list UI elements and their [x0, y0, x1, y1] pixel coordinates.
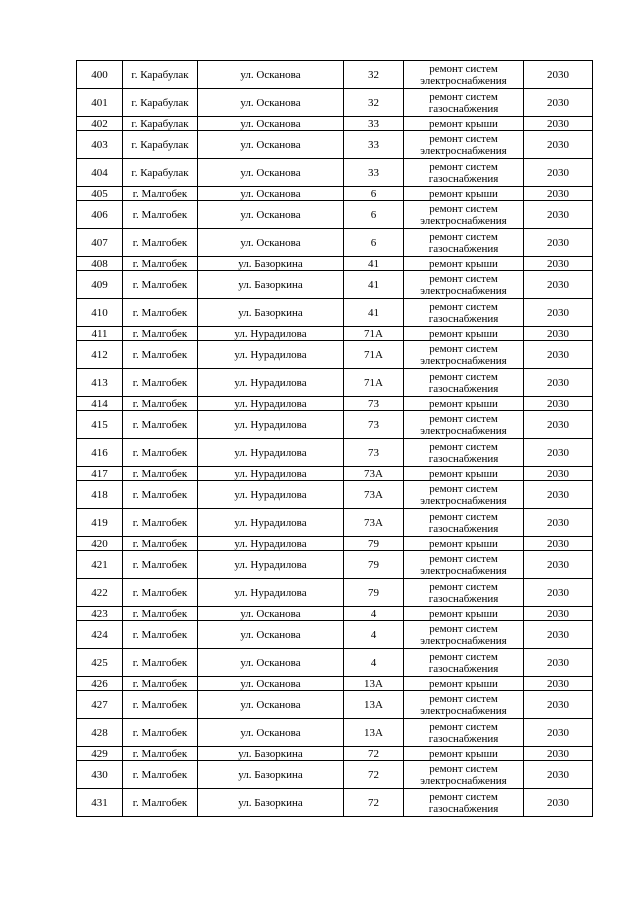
house-cell: 79	[344, 579, 404, 607]
row-number-cell: 409	[77, 271, 123, 299]
city-cell: г. Малгобек	[123, 747, 198, 761]
work-type-cell: ремонт систем газоснабжения	[404, 89, 524, 117]
house-cell: 41	[344, 257, 404, 271]
work-type-cell: ремонт систем газоснабжения	[404, 299, 524, 327]
row-number-cell: 429	[77, 747, 123, 761]
city-cell: г. Карабулак	[123, 89, 198, 117]
year-cell: 2030	[524, 369, 593, 397]
street-cell: ул. Базоркина	[198, 761, 344, 789]
house-cell: 13А	[344, 691, 404, 719]
city-cell: г. Малгобек	[123, 509, 198, 537]
year-cell: 2030	[524, 481, 593, 509]
house-cell: 41	[344, 271, 404, 299]
year-cell: 2030	[524, 411, 593, 439]
table-row	[77, 411, 593, 439]
work-type-cell: ремонт крыши	[404, 327, 524, 341]
repair-schedule-table	[76, 60, 593, 817]
house-cell: 13А	[344, 677, 404, 691]
year-cell: 2030	[524, 537, 593, 551]
house-cell: 32	[344, 61, 404, 89]
street-cell: ул. Базоркина	[198, 257, 344, 271]
city-cell: г. Карабулак	[123, 117, 198, 131]
table-row	[77, 439, 593, 467]
table-row	[77, 369, 593, 397]
year-cell: 2030	[524, 201, 593, 229]
street-cell: ул. Нурадилова	[198, 579, 344, 607]
house-cell: 73	[344, 439, 404, 467]
table-row	[77, 551, 593, 579]
house-cell: 33	[344, 117, 404, 131]
work-type-cell: ремонт систем газоснабжения	[404, 649, 524, 677]
row-number-cell: 400	[77, 61, 123, 89]
row-number-cell: 417	[77, 467, 123, 481]
work-type-cell: ремонт крыши	[404, 537, 524, 551]
row-number-cell: 423	[77, 607, 123, 621]
city-cell: г. Малгобек	[123, 691, 198, 719]
year-cell: 2030	[524, 747, 593, 761]
year-cell: 2030	[524, 677, 593, 691]
house-cell: 41	[344, 299, 404, 327]
work-type-cell: ремонт систем газоснабжения	[404, 509, 524, 537]
table-row	[77, 481, 593, 509]
work-type-cell: ремонт систем газоснабжения	[404, 719, 524, 747]
street-cell: ул. Нурадилова	[198, 537, 344, 551]
row-number-cell: 427	[77, 691, 123, 719]
year-cell: 2030	[524, 607, 593, 621]
row-number-cell: 430	[77, 761, 123, 789]
year-cell: 2030	[524, 299, 593, 327]
city-cell: г. Малгобек	[123, 537, 198, 551]
city-cell: г. Малгобек	[123, 761, 198, 789]
street-cell: ул. Осканова	[198, 187, 344, 201]
street-cell: ул. Осканова	[198, 229, 344, 257]
year-cell: 2030	[524, 89, 593, 117]
year-cell: 2030	[524, 691, 593, 719]
table-row	[77, 761, 593, 789]
city-cell: г. Малгобек	[123, 411, 198, 439]
city-cell: г. Малгобек	[123, 789, 198, 817]
row-number-cell: 431	[77, 789, 123, 817]
work-type-cell: ремонт систем электроснабжения	[404, 271, 524, 299]
house-cell: 33	[344, 131, 404, 159]
row-number-cell: 425	[77, 649, 123, 677]
work-type-cell: ремонт систем газоснабжения	[404, 439, 524, 467]
row-number-cell: 403	[77, 131, 123, 159]
city-cell: г. Карабулак	[123, 131, 198, 159]
table-row	[77, 579, 593, 607]
table-row	[77, 187, 593, 201]
work-type-cell: ремонт систем газоснабжения	[404, 369, 524, 397]
street-cell: ул. Осканова	[198, 159, 344, 187]
street-cell: ул. Осканова	[198, 677, 344, 691]
row-number-cell: 421	[77, 551, 123, 579]
year-cell: 2030	[524, 187, 593, 201]
street-cell: ул. Базоркина	[198, 789, 344, 817]
work-type-cell: ремонт систем газоснабжения	[404, 579, 524, 607]
city-cell: г. Карабулак	[123, 61, 198, 89]
row-number-cell: 410	[77, 299, 123, 327]
year-cell: 2030	[524, 229, 593, 257]
house-cell: 73А	[344, 509, 404, 537]
street-cell: ул. Осканова	[198, 89, 344, 117]
work-type-cell: ремонт систем электроснабжения	[404, 411, 524, 439]
row-number-cell: 413	[77, 369, 123, 397]
year-cell: 2030	[524, 327, 593, 341]
street-cell: ул. Осканова	[198, 649, 344, 677]
work-type-cell: ремонт крыши	[404, 257, 524, 271]
work-type-cell: ремонт крыши	[404, 117, 524, 131]
city-cell: г. Малгобек	[123, 719, 198, 747]
year-cell: 2030	[524, 61, 593, 89]
row-number-cell: 416	[77, 439, 123, 467]
street-cell: ул. Нурадилова	[198, 551, 344, 579]
house-cell: 4	[344, 607, 404, 621]
row-number-cell: 408	[77, 257, 123, 271]
city-cell: г. Малгобек	[123, 341, 198, 369]
city-cell: г. Малгобек	[123, 467, 198, 481]
work-type-cell: ремонт систем электроснабжения	[404, 61, 524, 89]
city-cell: г. Малгобек	[123, 299, 198, 327]
street-cell: ул. Осканова	[198, 607, 344, 621]
year-cell: 2030	[524, 649, 593, 677]
work-type-cell: ремонт крыши	[404, 397, 524, 411]
table-row	[77, 621, 593, 649]
house-cell: 73А	[344, 467, 404, 481]
year-cell: 2030	[524, 117, 593, 131]
city-cell: г. Малгобек	[123, 327, 198, 341]
city-cell: г. Малгобек	[123, 607, 198, 621]
row-number-cell: 419	[77, 509, 123, 537]
street-cell: ул. Осканова	[198, 131, 344, 159]
year-cell: 2030	[524, 439, 593, 467]
house-cell: 79	[344, 537, 404, 551]
year-cell: 2030	[524, 131, 593, 159]
work-type-cell: ремонт систем газоснабжения	[404, 159, 524, 187]
table-row	[77, 271, 593, 299]
table-row	[77, 649, 593, 677]
house-cell: 4	[344, 649, 404, 677]
house-cell: 6	[344, 229, 404, 257]
house-cell: 72	[344, 761, 404, 789]
street-cell: ул. Осканова	[198, 61, 344, 89]
work-type-cell: ремонт крыши	[404, 467, 524, 481]
work-type-cell: ремонт систем электроснабжения	[404, 761, 524, 789]
street-cell: ул. Осканова	[198, 719, 344, 747]
street-cell: ул. Осканова	[198, 201, 344, 229]
work-type-cell: ремонт систем электроснабжения	[404, 201, 524, 229]
house-cell: 6	[344, 201, 404, 229]
table-row	[77, 677, 593, 691]
city-cell: г. Карабулак	[123, 159, 198, 187]
city-cell: г. Малгобек	[123, 551, 198, 579]
row-number-cell: 402	[77, 117, 123, 131]
table-row	[77, 341, 593, 369]
street-cell: ул. Осканова	[198, 621, 344, 649]
street-cell: ул. Базоркина	[198, 271, 344, 299]
work-type-cell: ремонт крыши	[404, 677, 524, 691]
table-row	[77, 299, 593, 327]
street-cell: ул. Нурадилова	[198, 369, 344, 397]
house-cell: 71А	[344, 327, 404, 341]
city-cell: г. Малгобек	[123, 187, 198, 201]
year-cell: 2030	[524, 397, 593, 411]
year-cell: 2030	[524, 341, 593, 369]
table-row	[77, 719, 593, 747]
house-cell: 72	[344, 789, 404, 817]
work-type-cell: ремонт крыши	[404, 747, 524, 761]
table-row	[77, 537, 593, 551]
city-cell: г. Малгобек	[123, 201, 198, 229]
year-cell: 2030	[524, 257, 593, 271]
street-cell: ул. Нурадилова	[198, 509, 344, 537]
table-row	[77, 61, 593, 89]
year-cell: 2030	[524, 509, 593, 537]
year-cell: 2030	[524, 467, 593, 481]
row-number-cell: 415	[77, 411, 123, 439]
table-row	[77, 691, 593, 719]
city-cell: г. Малгобек	[123, 677, 198, 691]
city-cell: г. Малгобек	[123, 397, 198, 411]
table-row	[77, 117, 593, 131]
table-row	[77, 789, 593, 817]
street-cell: ул. Нурадилова	[198, 481, 344, 509]
work-type-cell: ремонт систем электроснабжения	[404, 621, 524, 649]
street-cell: ул. Осканова	[198, 117, 344, 131]
row-number-cell: 405	[77, 187, 123, 201]
row-number-cell: 420	[77, 537, 123, 551]
work-type-cell: ремонт систем электроснабжения	[404, 131, 524, 159]
row-number-cell: 422	[77, 579, 123, 607]
work-type-cell: ремонт систем электроснабжения	[404, 551, 524, 579]
house-cell: 4	[344, 621, 404, 649]
street-cell: ул. Нурадилова	[198, 327, 344, 341]
row-number-cell: 412	[77, 341, 123, 369]
row-number-cell: 406	[77, 201, 123, 229]
year-cell: 2030	[524, 719, 593, 747]
work-type-cell: ремонт крыши	[404, 187, 524, 201]
year-cell: 2030	[524, 579, 593, 607]
city-cell: г. Малгобек	[123, 481, 198, 509]
house-cell: 73А	[344, 481, 404, 509]
table-row	[77, 159, 593, 187]
work-type-cell: ремонт крыши	[404, 607, 524, 621]
table-body	[77, 61, 593, 817]
street-cell: ул. Базоркина	[198, 299, 344, 327]
table-row	[77, 201, 593, 229]
city-cell: г. Малгобек	[123, 649, 198, 677]
city-cell: г. Малгобек	[123, 229, 198, 257]
work-type-cell: ремонт систем газоснабжения	[404, 229, 524, 257]
street-cell: ул. Базоркина	[198, 747, 344, 761]
table-row	[77, 131, 593, 159]
house-cell: 79	[344, 551, 404, 579]
house-cell: 73	[344, 397, 404, 411]
row-number-cell: 407	[77, 229, 123, 257]
house-cell: 33	[344, 159, 404, 187]
city-cell: г. Малгобек	[123, 271, 198, 299]
street-cell: ул. Нурадилова	[198, 439, 344, 467]
year-cell: 2030	[524, 621, 593, 649]
city-cell: г. Малгобек	[123, 369, 198, 397]
street-cell: ул. Осканова	[198, 691, 344, 719]
table-row	[77, 467, 593, 481]
house-cell: 32	[344, 89, 404, 117]
city-cell: г. Малгобек	[123, 439, 198, 467]
house-cell: 72	[344, 747, 404, 761]
city-cell: г. Малгобек	[123, 621, 198, 649]
row-number-cell: 428	[77, 719, 123, 747]
house-cell: 71А	[344, 341, 404, 369]
year-cell: 2030	[524, 159, 593, 187]
row-number-cell: 424	[77, 621, 123, 649]
row-number-cell: 401	[77, 89, 123, 117]
house-cell: 13А	[344, 719, 404, 747]
street-cell: ул. Нурадилова	[198, 341, 344, 369]
row-number-cell: 404	[77, 159, 123, 187]
year-cell: 2030	[524, 271, 593, 299]
year-cell: 2030	[524, 789, 593, 817]
table-row	[77, 607, 593, 621]
table-row	[77, 229, 593, 257]
table-row	[77, 89, 593, 117]
street-cell: ул. Нурадилова	[198, 467, 344, 481]
house-cell: 71А	[344, 369, 404, 397]
table-row	[77, 747, 593, 761]
city-cell: г. Малгобек	[123, 257, 198, 271]
table-row	[77, 397, 593, 411]
work-type-cell: ремонт систем электроснабжения	[404, 341, 524, 369]
year-cell: 2030	[524, 551, 593, 579]
row-number-cell: 418	[77, 481, 123, 509]
table-row	[77, 509, 593, 537]
house-cell: 73	[344, 411, 404, 439]
house-cell: 6	[344, 187, 404, 201]
table-row	[77, 327, 593, 341]
work-type-cell: ремонт систем электроснабжения	[404, 481, 524, 509]
street-cell: ул. Нурадилова	[198, 397, 344, 411]
year-cell: 2030	[524, 761, 593, 789]
city-cell: г. Малгобек	[123, 579, 198, 607]
row-number-cell: 411	[77, 327, 123, 341]
row-number-cell: 426	[77, 677, 123, 691]
table-row	[77, 257, 593, 271]
work-type-cell: ремонт систем газоснабжения	[404, 789, 524, 817]
row-number-cell: 414	[77, 397, 123, 411]
street-cell: ул. Нурадилова	[198, 411, 344, 439]
work-type-cell: ремонт систем электроснабжения	[404, 691, 524, 719]
